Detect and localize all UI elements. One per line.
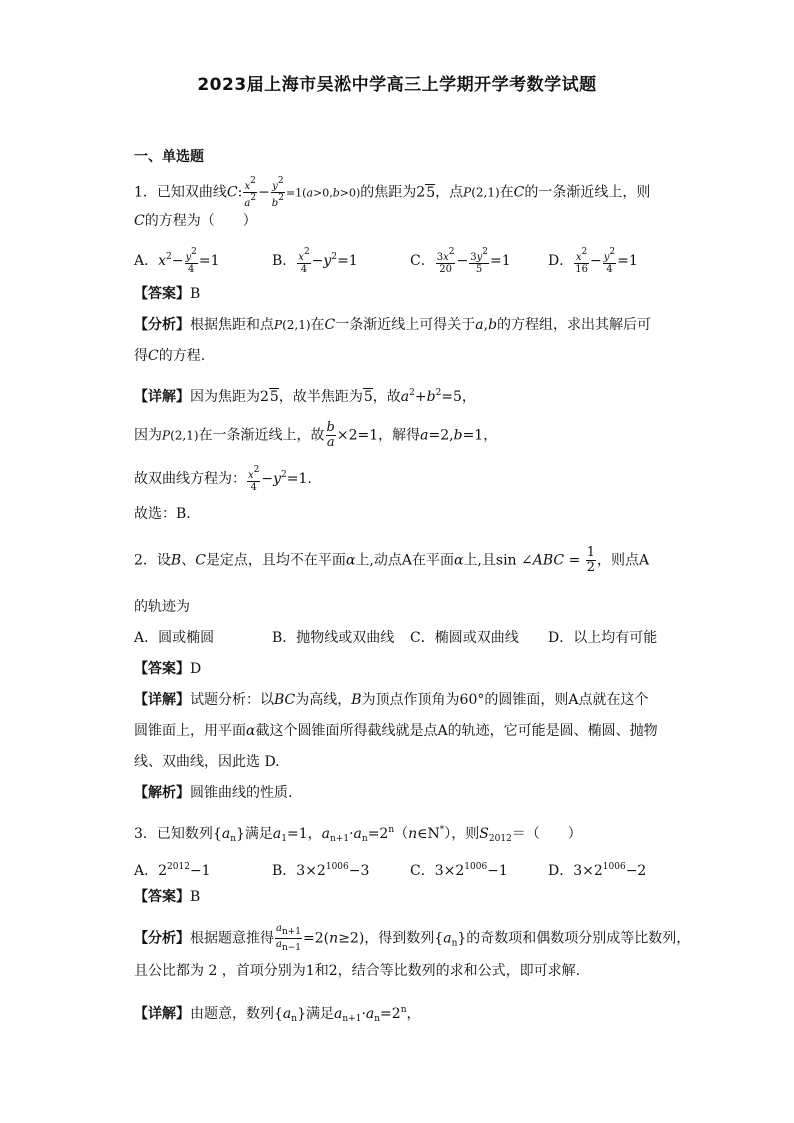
q1-stem: 1．已知双曲线C: $\frac{x^2}{a^2}$ − $\frac{y^2}{b^2}$ =1(a>0,b>0)的焦距为25，点P(2,1)在C的一条渐近线上，则	[134, 176, 651, 209]
q1-answer: 【答案】B	[134, 286, 201, 302]
q1-detail-3: 故双曲线方程为： $\frac{x^2}{4}$ $-y^2=1$.	[134, 465, 312, 493]
q1-option-b[interactable]: B． $\frac{x^2}{4}$ $-y^2=1$	[272, 247, 358, 275]
q1-option-c[interactable]: C． $\frac{3x^2}{20}$ − $\frac{3y^2}{5}$ =1	[410, 247, 511, 275]
q3-option-b[interactable]: B．$3\times 2^{1006}-3$	[272, 862, 370, 879]
q1-stem-line2: C的方程为（ ）	[134, 213, 257, 229]
q3-detail: 【详解】由题意，数列$\{a_n\}$满足$a_{n+1}\cdot a_n=2^n$，	[134, 1005, 421, 1024]
q3-option-d[interactable]: D．$3\times 2^{1006}-2$	[548, 862, 647, 879]
q2-explain: 【解析】圆锥曲线的性质.	[134, 785, 293, 801]
q3-option-c[interactable]: C．$3\times 2^{1006}-1$	[410, 862, 508, 879]
q1-option-d[interactable]: D． $\frac{x^2}{16}$ − $\frac{y^2}{4}$ =1	[548, 247, 638, 275]
q1-options	[134, 247, 694, 273]
page-title: 2023届上海市吴淞中学高三上学期开学考数学试题	[197, 75, 597, 95]
q1-detail-2: 因为P(2,1)在一条渐近线上，故 $\frac{b}{a}$ ×2=1，解得a=2,b=1，	[134, 420, 498, 450]
q2-stem: 2．设B、C是定点，且均不在平面α上,动点A在平面α上,且sin ∠ABC = $\frac{1}{2}$ ，则点A	[134, 545, 650, 575]
q3-analysis-line2: 且公比都为 2 ，首项分别为1和2，结合等比数列的求和公式，即可求解.	[134, 963, 581, 979]
q2-option-c[interactable]: C．椭圆或双曲线	[410, 630, 519, 646]
q1-detail-1: 【详解】因为焦距为25，故半焦距为5，故$a^2+b^2=5$，	[134, 388, 476, 405]
q1-conclusion: 故选：B.	[134, 506, 191, 522]
q3-option-a[interactable]: A．$2^{2012}-1$	[134, 862, 211, 879]
q2-option-b[interactable]: B．抛物线或双曲线	[272, 630, 395, 646]
q2-stem-line2: 的轨迹为	[134, 599, 190, 615]
q2-detail: 【详解】试题分析：以BC为高线，B为顶点作顶角为60°的圆锥面，则A点就在这个	[134, 692, 649, 708]
q2-detail-line3: 线、双曲线，因此选 D.	[134, 754, 280, 770]
q2-option-d[interactable]: D．以上均有可能	[548, 630, 658, 646]
q2-option-a[interactable]: A．圆或椭圆	[134, 630, 215, 646]
section-heading: 一、单选题	[134, 149, 204, 165]
q3-answer: 【答案】B	[134, 889, 201, 905]
q3-stem: 3．已知数列$\{a_n\}$满足$a_1=1$，$a_{n+1}\cdot a_n=2^n(n\in N^*)$，则$S_{2012}=$（ ）	[134, 825, 582, 844]
q3-analysis: 【分析】根据题意推得 $\frac{a_{n+1}}{a_{n-1}}$ =2(n≥2)，得到数列$\{a_n\}$的奇数项和偶数项分别成等比数列，	[134, 923, 691, 953]
q1-analysis-line2: 得C的方程.	[134, 348, 206, 364]
q1-option-a[interactable]: A．$x^2-$ $\frac{y^2}{4}$ =1	[134, 247, 220, 275]
q2-answer: 【答案】D	[134, 661, 202, 677]
q1-analysis: 【分析】根据焦距和点P(2,1)在C一条渐近线上可得关于a,b的方程组，求出其解后可	[134, 317, 652, 333]
q2-detail-line2: 圆锥面上，用平面α截这个圆锥面所得截线就是点A的轨迹，它可能是圆、椭圆、抛物	[134, 723, 658, 739]
